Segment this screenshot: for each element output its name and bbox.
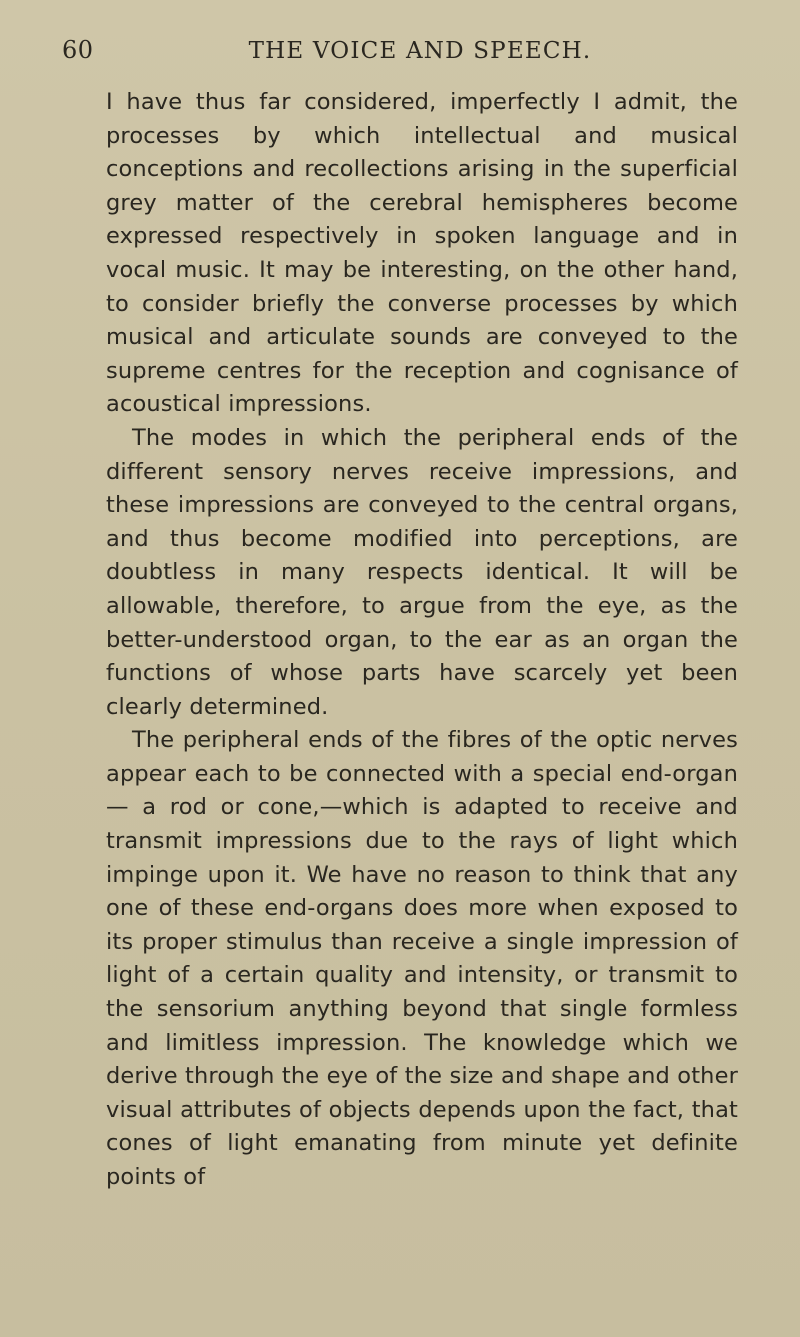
paragraph-2: The modes in which the peripheral ends of the different sensory nerves receive impressions, and these impressions are conveyed to the central organs, and thus become modified into perceptions, are doubtless in many respects identical. It will be allowable, therefore, to argue from the eye, as the better-understood organ, to the ear as an organ the functions of whose parts have scarcely yet been clearly determined. xyxy=(106,424,738,720)
body-text xyxy=(106,86,738,1195)
paragraph-3: The peripheral ends of the fibres of the optic nerves appear each to be connected with a special end-organ— a rod or cone,—which is adapted to receive and transmit impressions due to the rays of light which impinge upon it. We have no reason to think that any one of these end-organs does more when exposed to its proper stimulus than receive a single impression of light of a certain quality and intensity, or transmit to the sensorium anything beyond that single formless and limitless impression. The knowledge which we derive through the eye of the size and shape and other visual attributes of objects depends upon the fact, that cones of light emanating from minute yet definite points of xyxy=(106,727,738,1190)
paragraph-1: I have thus far considered, imperfectly I admit, the processes by which intellectual and musical conceptions and recollections arising in the superficial grey matter of the cerebral hemispheres become expressed respectively in spoken language and in vocal music. It may be interesting, on the other hand, to consider briefly the converse processes by which musical and articulate sounds are conveyed to the supreme centres for the reception and cognisance of acoustical impressions. xyxy=(106,89,738,418)
page-number: 60 xyxy=(62,36,94,64)
running-head: THE VOICE AND SPEECH. xyxy=(248,38,592,64)
page-header xyxy=(62,36,738,76)
